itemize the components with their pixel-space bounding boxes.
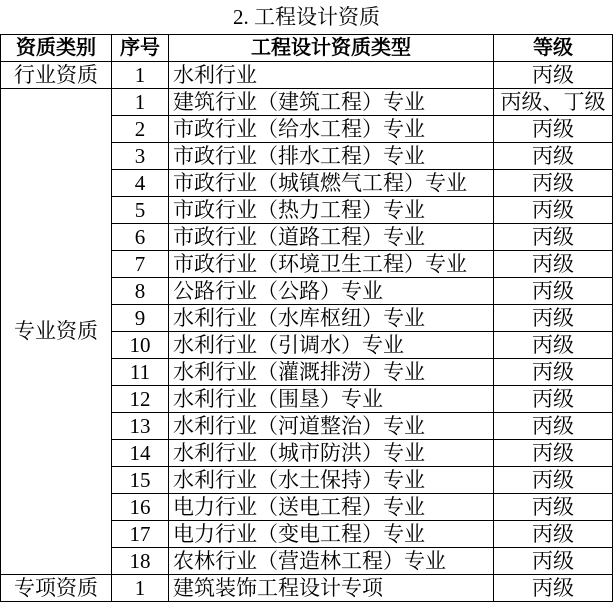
number-cell: 6 — [112, 224, 169, 251]
number-cell: 13 — [112, 413, 169, 440]
number-cell: 7 — [112, 251, 169, 278]
grade-cell: 丙级 — [494, 575, 613, 602]
number-cell: 10 — [112, 332, 169, 359]
grade-cell: 丙级 — [494, 359, 613, 386]
number-cell: 3 — [112, 143, 169, 170]
number-cell: 4 — [112, 170, 169, 197]
grade-cell: 丙级 — [494, 440, 613, 467]
grade-cell: 丙级 — [494, 224, 613, 251]
type-cell: 建筑装饰工程设计专项 — [169, 575, 494, 602]
type-cell: 农林行业（营造林工程）专业 — [169, 548, 494, 575]
qualification-table — [0, 34, 613, 602]
number-cell: 18 — [112, 548, 169, 575]
header-grade: 等级 — [494, 35, 613, 62]
type-cell: 市政行业（排水工程）专业 — [169, 143, 494, 170]
number-cell: 14 — [112, 440, 169, 467]
number-cell: 1 — [112, 62, 169, 89]
type-cell: 公路行业（公路）专业 — [169, 278, 494, 305]
type-cell: 水利行业（城市防洪）专业 — [169, 440, 494, 467]
type-cell: 水利行业（水库枢纽）专业 — [169, 305, 494, 332]
category-cell: 专项资质 — [1, 575, 112, 602]
number-cell: 5 — [112, 197, 169, 224]
grade-cell: 丙级 — [494, 413, 613, 440]
grade-cell: 丙级 — [494, 305, 613, 332]
grade-cell: 丙级 — [494, 278, 613, 305]
number-cell: 2 — [112, 116, 169, 143]
type-cell: 市政行业（热力工程）专业 — [169, 197, 494, 224]
type-cell: 市政行业（环境卫生工程）专业 — [169, 251, 494, 278]
grade-cell: 丙级 — [494, 386, 613, 413]
number-cell: 17 — [112, 521, 169, 548]
grade-cell: 丙级、丁级 — [494, 89, 613, 116]
page-title: 2. 工程设计资质 — [233, 5, 380, 29]
type-cell: 建筑行业（建筑工程）专业 — [169, 89, 494, 116]
number-cell: 9 — [112, 305, 169, 332]
number-cell: 11 — [112, 359, 169, 386]
type-cell: 电力行业（送电工程）专业 — [169, 494, 494, 521]
table-row — [1, 575, 613, 602]
number-cell: 8 — [112, 278, 169, 305]
header-number: 序号 — [112, 35, 169, 62]
category-cell: 行业资质 — [1, 62, 112, 89]
type-cell: 水利行业（围垦）专业 — [169, 386, 494, 413]
grade-cell: 丙级 — [494, 116, 613, 143]
table-body — [1, 62, 613, 602]
number-cell: 15 — [112, 467, 169, 494]
number-cell: 1 — [112, 575, 169, 602]
type-cell: 水利行业（引调水）专业 — [169, 332, 494, 359]
grade-cell: 丙级 — [494, 332, 613, 359]
grade-cell: 丙级 — [494, 170, 613, 197]
grade-cell: 丙级 — [494, 197, 613, 224]
grade-cell: 丙级 — [494, 494, 613, 521]
header-row — [1, 35, 613, 62]
category-cell: 专业资质 — [1, 89, 112, 575]
header-type: 工程设计资质类型 — [169, 35, 494, 62]
grade-cell: 丙级 — [494, 548, 613, 575]
type-cell: 水利行业（灌溉排涝）专业 — [169, 359, 494, 386]
table-row — [1, 89, 613, 116]
type-cell: 水利行业 — [169, 62, 494, 89]
number-cell: 12 — [112, 386, 169, 413]
type-cell: 市政行业（给水工程）专业 — [169, 116, 494, 143]
table-row — [1, 62, 613, 89]
type-cell: 电力行业（变电工程）专业 — [169, 521, 494, 548]
grade-cell: 丙级 — [494, 143, 613, 170]
type-cell: 水利行业（河道整治）专业 — [169, 413, 494, 440]
type-cell: 水利行业（水土保持）专业 — [169, 467, 494, 494]
grade-cell: 丙级 — [494, 251, 613, 278]
grade-cell: 丙级 — [494, 521, 613, 548]
grade-cell: 丙级 — [494, 62, 613, 89]
number-cell: 16 — [112, 494, 169, 521]
type-cell: 市政行业（道路工程）专业 — [169, 224, 494, 251]
table-header — [1, 35, 613, 62]
type-cell: 市政行业（城镇燃气工程）专业 — [169, 170, 494, 197]
grade-cell: 丙级 — [494, 467, 613, 494]
number-cell: 1 — [112, 89, 169, 116]
header-category: 资质类别 — [1, 35, 112, 62]
